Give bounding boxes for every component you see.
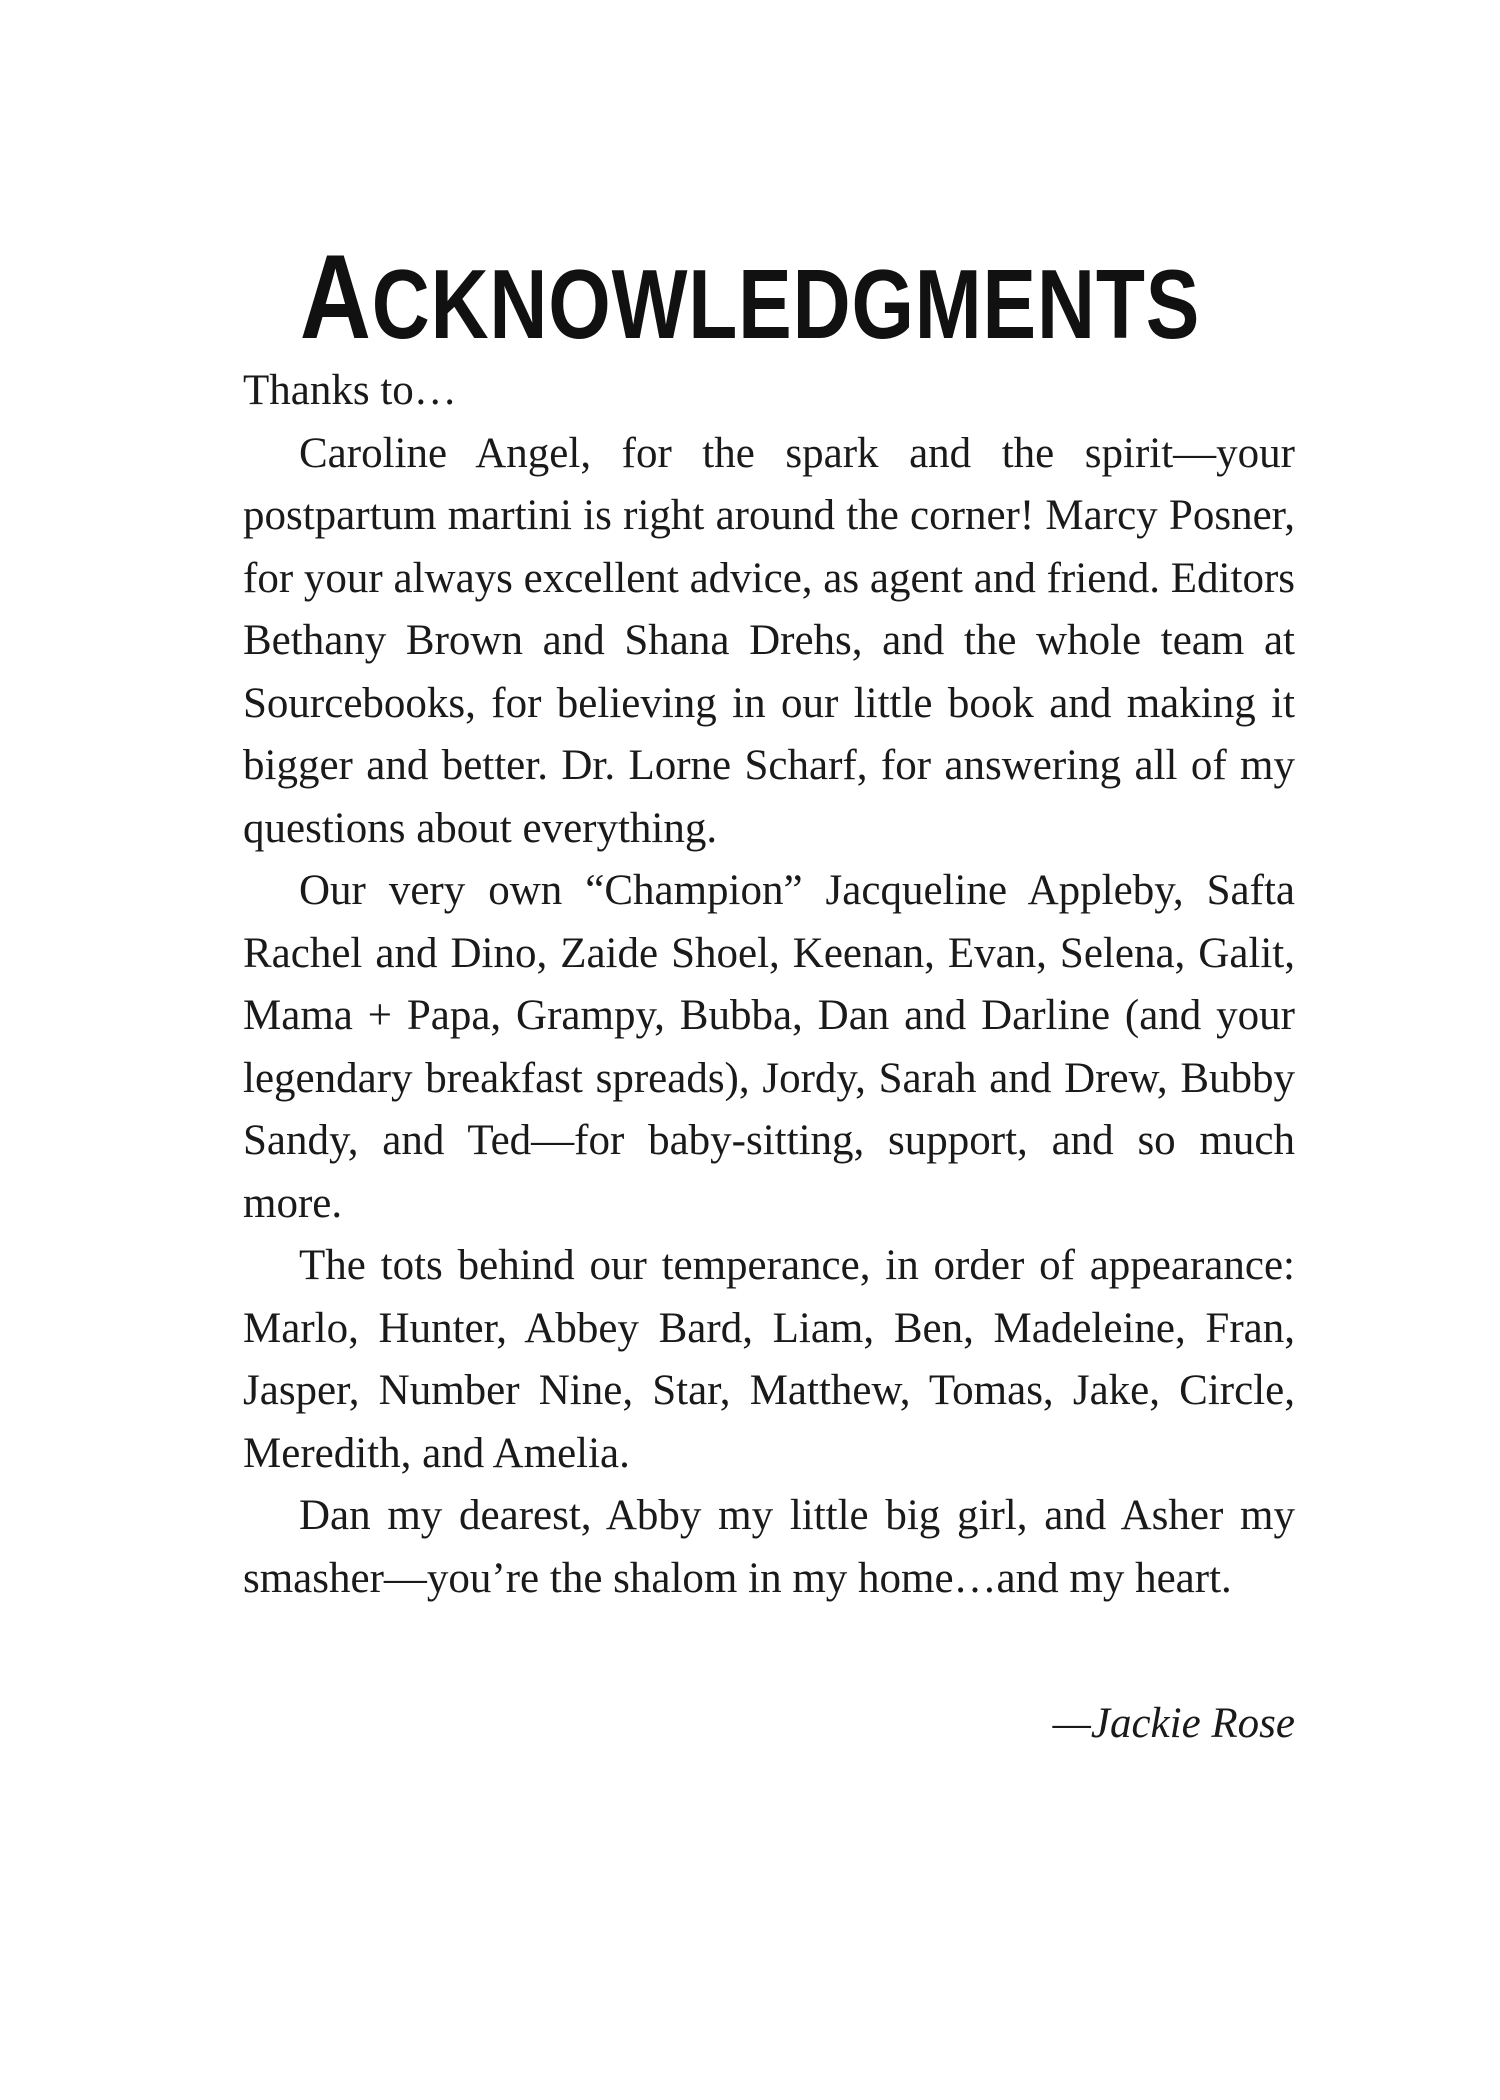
- title-initial: A: [299, 230, 372, 365]
- author-signature: —Jackie Rose: [1052, 1700, 1295, 1747]
- paragraph-closing-dedication: Dan my dearest, Abby my little big girl, and Asher my smasher—you’re the shalom in my home…and my heart.: [243, 1492, 1295, 1602]
- paragraph-tots-thanks: The tots behind our temperance, in order of appearance: Marlo, Hunter, Abbey Bard, Liam, Ben, Madeleine, Fran, Jasper, Number Nine, Star, Matthew, Tomas, Jake, Circle, Meredith, and Amelia.: [243, 1242, 1295, 1477]
- page-title: [135, 230, 1365, 365]
- paragraph-family-thanks: Our very own “Champion” Jacqueline Appleby, Safta Rachel and Dino, Zaide Shoel, Keenan, Evan, Selena, Galit, Mama + Papa, Grampy, Bubba, Dan and Darline (and your legendary breakfast spreads), Jordy, Sarah and Drew, Bubby Sandy, and Ted—for baby-sitting, support, and so much more.: [243, 867, 1295, 1227]
- acknowledgments-body: [243, 360, 1295, 1610]
- paragraph-publishing-thanks: Caroline Angel, for the spark and the spirit—your postpartum martini is right around the corner! Marcy Posner, for your always excellent advice, as agent and friend. Editors Bethany Brown and Shana Drehs, and the whole team at Sourcebooks, for believing in our little book and making it bigger and better. Dr. Lorne Scharf, for answering all of my questions about everything.: [243, 429, 1295, 852]
- title-rest: CKNOWLEDGMENTS: [371, 249, 1201, 360]
- intro-line: Thanks to…: [243, 367, 457, 414]
